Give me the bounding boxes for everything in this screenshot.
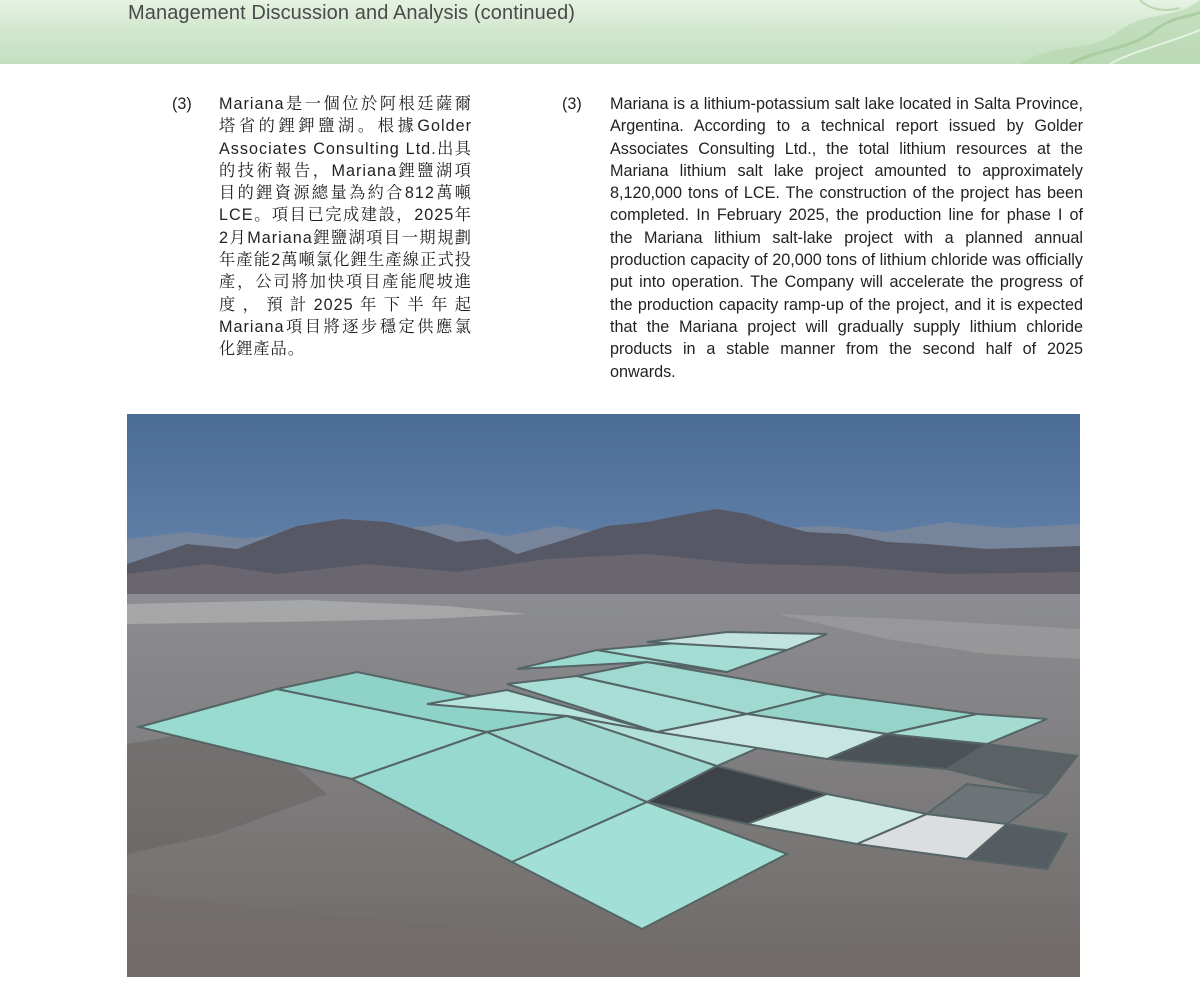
page-header [0, 0, 1200, 64]
header-decoration [1000, 0, 1200, 64]
note-text-english: Mariana is a lithium-potassium salt lake located in Salta Province, Argentina. According to a technical report issued by Golder Associates Consulting Ltd., the total lithium resources at the Mariana lithium salt lake project amounted to approximately 8,120,000 tons of LCE. The construction of the project has been completed. In February 2025, the production line for phase I of the Mariana lithium salt-lake project with a planned annual production capacity of 20,000 tons of lithium chloride was officially put into operation. The Company will accelerate the progress of the production capacity ramp-up of the project, and it is expected that the Mariana project will gradually supply lithium chloride products in a stable manner from the second half of 2025 onwards. [610, 95, 1083, 381]
note-number: (3) [562, 95, 582, 113]
page-title: Management Discussion and Analysis (continued) [128, 2, 576, 24]
note-number: (3) [172, 95, 192, 113]
note-text-chinese: Mariana是一個位於阿根廷薩爾塔省的鋰鉀鹽湖。根據Golder Associates Consulting Ltd.出具的技術報告，Mariana鋰鹽湖項目的鋰資源總量為約合812萬噸LCE。項目已完成建設，2025年2月Mariana鋰鹽湖項目一期規劃年產能2萬噸氯化鋰生產線正式投產，公司將加快項目產能爬坡進度，預計2025年下半年起Mariana項目將逐步穩定供應氯化鋰產品。 [219, 95, 472, 359]
salt-lake-photo [127, 414, 1080, 977]
